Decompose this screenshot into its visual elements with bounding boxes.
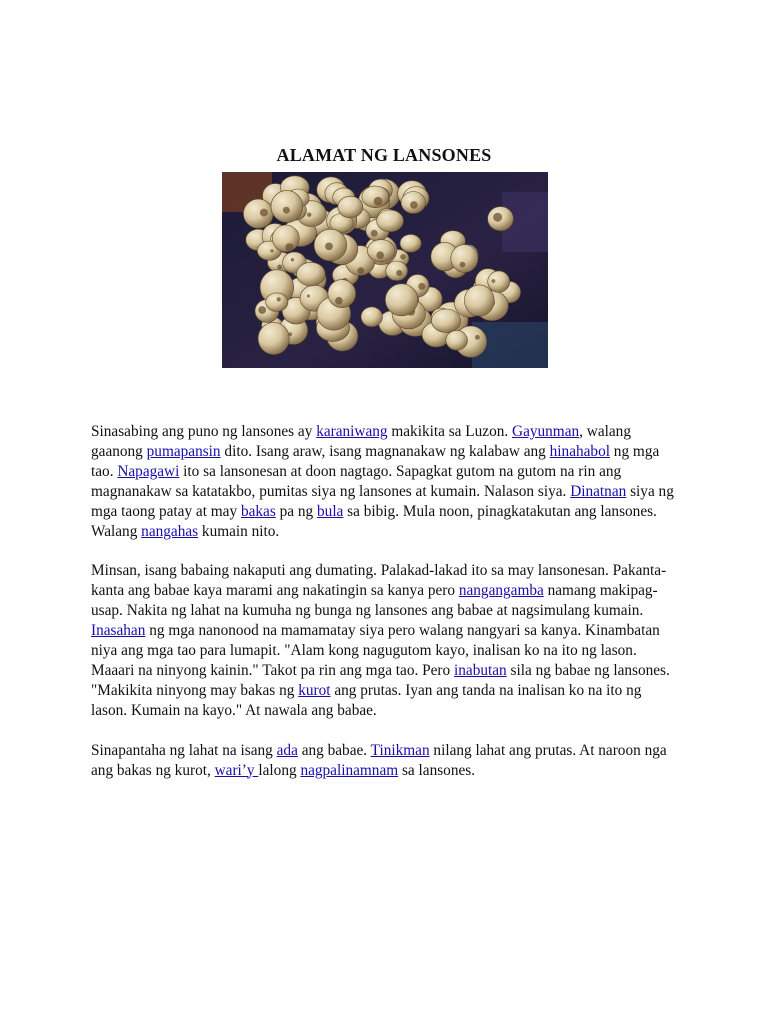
text-run: makikita sa Luzon. — [387, 423, 513, 440]
text-run: siya ng mga taong patay at may — [91, 482, 674, 520]
story-text — [91, 422, 681, 801]
paragraph — [91, 561, 681, 720]
word-link[interactable]: bula — [317, 502, 344, 520]
page-title: ALAMAT NG LANSONES — [276, 145, 492, 166]
word-link[interactable]: Tinikman — [370, 741, 430, 759]
word-link[interactable]: pumapansin — [146, 442, 221, 460]
text-run: ang babae. — [297, 741, 371, 759]
word-link[interactable]: Dinatnan — [570, 482, 627, 500]
paragraph — [91, 741, 681, 781]
text-run: ang prutas. Iyan ang tanda na inalisan ko na ito ng lason. Kumain na kayo." At nawala ang babae. — [91, 681, 642, 719]
word-link[interactable]: nangangamba — [458, 582, 544, 600]
text-run: kumain nito. — [198, 522, 280, 540]
word-link[interactable]: bakas — [240, 502, 276, 520]
word-link[interactable]: karaniwang — [316, 423, 388, 440]
text-run: sa bibig. Mula noon, pinagkatakutan ang lansones. Walang — [91, 502, 657, 540]
word-link[interactable]: Gayunman — [512, 423, 580, 440]
text-run: Sinasabing ang puno ng lansones ay — [91, 423, 317, 440]
word-link[interactable]: ada — [276, 741, 298, 759]
text-run: lalong — [258, 761, 301, 779]
word-link[interactable]: kurot — [298, 681, 331, 699]
text-run: sila ng babae ng lansones. "Makikita ninyong may bakas ng — [91, 661, 670, 699]
text-run: dito. Isang araw, isang magnanakaw ng kalabaw ang — [220, 442, 550, 460]
word-link[interactable]: wari’y — [214, 761, 259, 779]
word-link[interactable]: nagpalinamnam — [300, 761, 399, 779]
text-run: ng mga tao. — [91, 442, 660, 480]
text-run: nilang lahat ang prutas. At naroon nga ang bakas ng kurot, — [91, 741, 667, 779]
text-run: namang makipag-usap. Nakita ng lahat na kumuha ng bunga ng lansones ang babae at nagsimulang kumain. — [91, 582, 658, 620]
text-run: Sinapantaha ng lahat na isang — [91, 741, 277, 759]
paragraph — [91, 422, 681, 541]
word-link[interactable]: Inasahan — [91, 622, 146, 640]
word-link[interactable]: nangahas — [141, 522, 199, 540]
text-run: Minsan, isang babaing nakaputi ang dumating. Palakad-lakad ito sa may lansonesan. Pakanta-kanta ang babae kaya marami ang nakatingin sa kanya pero — [91, 562, 667, 600]
word-link[interactable]: Napagawi — [117, 462, 180, 480]
text-run: sa lansones. — [398, 761, 476, 779]
word-link[interactable]: inabutan — [454, 661, 507, 679]
text-run: pa ng — [275, 502, 318, 520]
lansones-photo — [222, 172, 548, 368]
text-run: ito sa lansonesan at doon nagtago. Sapagkat gutom na gutom na rin ang magnanakaw sa katatakbo, pumitas siya ng lansones at kumain. Nalason siya. — [91, 462, 622, 500]
word-link[interactable]: hinahabol — [549, 442, 610, 460]
text-run: ng mga nanonood na mamamatay siya pero walang nangyari sa kanya. Kinambatan niya ang mga tao para lumapit. "Alam kong nagugutom kayo, inalisan ko na ito ng lason. Maaari na ninyong kainin." Takot pa rin ang mga tao. Pero — [91, 622, 660, 679]
text-run: , walang gaanong — [91, 423, 631, 460]
